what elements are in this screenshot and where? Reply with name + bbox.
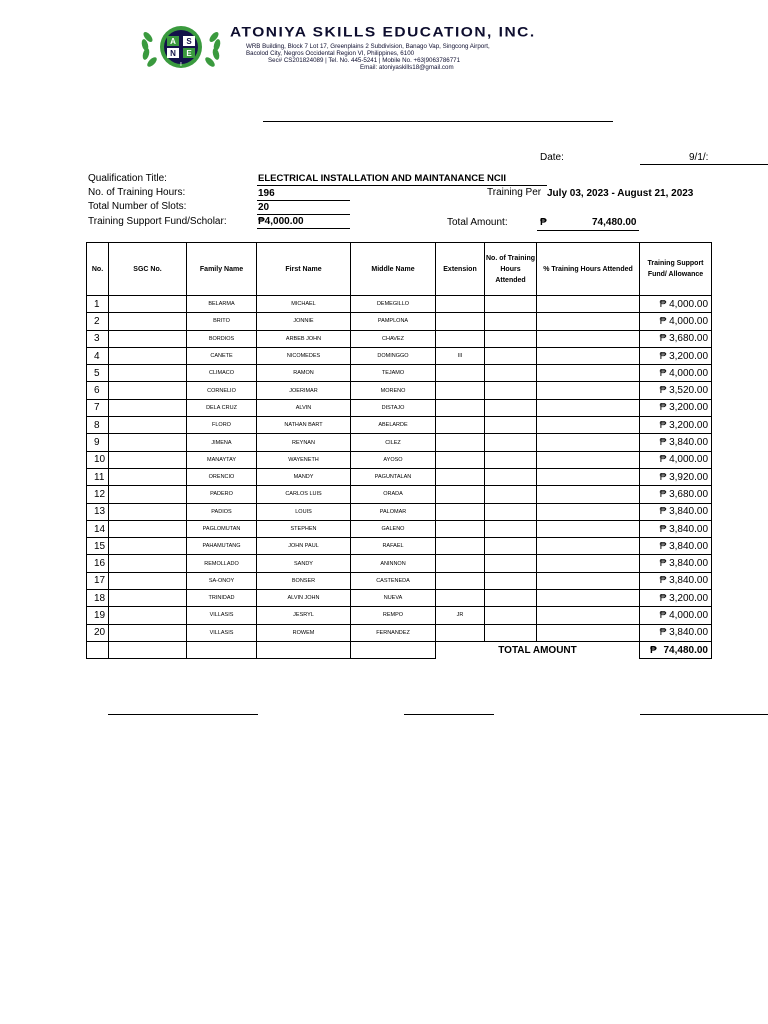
extension: [436, 365, 485, 382]
first-name: JONNIE: [257, 313, 351, 330]
family-name: BRITO: [187, 313, 257, 330]
first-name: RAMON: [257, 365, 351, 382]
table-row: [87, 520, 712, 537]
scholar-table: [86, 242, 712, 659]
training-hours-label: No. of Training Hours:: [88, 187, 186, 198]
hours-attended: [485, 607, 537, 624]
family-name: PADERO: [187, 486, 257, 503]
allowance-amount: ₱ 3,200.00: [640, 590, 712, 607]
sgc-number: [109, 590, 187, 607]
row-number: 20: [87, 624, 109, 641]
row-number: 13: [87, 503, 109, 520]
extension: [436, 555, 485, 572]
allowance-amount: ₱ 3,840.00: [640, 503, 712, 520]
percent-attended: [537, 468, 640, 485]
first-name: STEPHEN: [257, 520, 351, 537]
row-number: 8: [87, 417, 109, 434]
middle-name: DEMEGILLO: [351, 296, 436, 313]
table-row: [87, 347, 712, 364]
hours-attended: [485, 572, 537, 589]
signature-line-right: [640, 714, 768, 715]
family-name: CORNELIO: [187, 382, 257, 399]
header-middle-name: Middle Name: [351, 243, 436, 296]
date-value: 9/1/:: [689, 152, 709, 163]
hours-attended: [485, 555, 537, 572]
training-hours-value: 196: [258, 188, 275, 199]
row-number: 15: [87, 538, 109, 555]
sgc-number: [109, 365, 187, 382]
total-cell-empty: [87, 641, 109, 658]
total-amount-label: Total Amount:: [447, 217, 508, 228]
sgc-number: [109, 382, 187, 399]
hours-attended: [485, 590, 537, 607]
hours-attended: [485, 468, 537, 485]
row-number: 16: [87, 555, 109, 572]
table-row: [87, 451, 712, 468]
extension: [436, 330, 485, 347]
header-no: No.: [87, 243, 109, 296]
family-name: PAHAMUTANG: [187, 538, 257, 555]
table-row: [87, 503, 712, 520]
table-row: [87, 365, 712, 382]
allowance-amount: ₱ 3,920.00: [640, 468, 712, 485]
row-number: 5: [87, 365, 109, 382]
allowance-amount: ₱ 3,840.00: [640, 555, 712, 572]
allowance-amount: ₱ 3,840.00: [640, 624, 712, 641]
total-cell-empty: [187, 641, 257, 658]
first-name: CARLOS LUIS: [257, 486, 351, 503]
first-name: BONSER: [257, 572, 351, 589]
extension: JR: [436, 607, 485, 624]
row-number: 19: [87, 607, 109, 624]
hours-attended: [485, 330, 537, 347]
signature-line-left: [108, 714, 258, 715]
sgc-number: [109, 503, 187, 520]
hours-attended: [485, 347, 537, 364]
hours-underline: [257, 200, 350, 201]
hours-attended: [485, 365, 537, 382]
row-number: 18: [87, 590, 109, 607]
first-name: REYNAN: [257, 434, 351, 451]
percent-attended: [537, 296, 640, 313]
percent-attended: [537, 417, 640, 434]
hours-attended: [485, 451, 537, 468]
table-row: [87, 399, 712, 416]
allowance-amount: ₱ 3,840.00: [640, 538, 712, 555]
hours-attended: [485, 538, 537, 555]
table-row: [87, 486, 712, 503]
total-amount-underline: [537, 230, 639, 231]
total-amount-currency: ₱: [540, 217, 547, 228]
percent-attended: [537, 607, 640, 624]
extension: III: [436, 347, 485, 364]
middle-name: CHAVEZ: [351, 330, 436, 347]
extension: [436, 296, 485, 313]
table-row: [87, 382, 712, 399]
family-name: CANETE: [187, 347, 257, 364]
extension: [436, 382, 485, 399]
table-row: [87, 624, 712, 641]
family-name: TRINIDAD: [187, 590, 257, 607]
first-name: WAYENETH: [257, 451, 351, 468]
extension: [436, 434, 485, 451]
middle-name: PAMPLONA: [351, 313, 436, 330]
allowance-amount: ₱ 3,840.00: [640, 520, 712, 537]
total-cell-empty: [351, 641, 436, 658]
middle-name: NUEVA: [351, 590, 436, 607]
first-name: MANDY: [257, 468, 351, 485]
allowance-amount: ₱ 3,840.00: [640, 572, 712, 589]
percent-attended: [537, 330, 640, 347]
allowance-amount: ₱ 4,000.00: [640, 313, 712, 330]
allowance-amount: ₱ 3,200.00: [640, 417, 712, 434]
row-number: 9: [87, 434, 109, 451]
extension: [436, 417, 485, 434]
hours-attended: [485, 296, 537, 313]
total-amount-row-label: TOTAL AMOUNT: [498, 644, 577, 656]
first-name: LOUIS: [257, 503, 351, 520]
middle-name: PALOMAR: [351, 503, 436, 520]
row-number: 17: [87, 572, 109, 589]
percent-attended: [537, 365, 640, 382]
family-name: VILLASIS: [187, 624, 257, 641]
extension: [436, 590, 485, 607]
middle-name: REMPO: [351, 607, 436, 624]
first-name: ARBEB JOHN: [257, 330, 351, 347]
table-row: [87, 572, 712, 589]
middle-name: DOMINGGO: [351, 347, 436, 364]
percent-attended: [537, 382, 640, 399]
percent-attended: [537, 347, 640, 364]
extension: [436, 572, 485, 589]
total-amount-value: 74,480.00: [592, 217, 637, 228]
allowance-amount: ₱ 3,680.00: [640, 330, 712, 347]
training-period-value: July 03, 2023 - August 21, 2023: [547, 188, 694, 199]
middle-name: AYOSO: [351, 451, 436, 468]
qualification-label: Qualification Title:: [88, 173, 167, 184]
extension: [436, 313, 485, 330]
family-name: CLIMACO: [187, 365, 257, 382]
sgc-number: [109, 555, 187, 572]
address-line-1: WRB Building, Block 7 Lot 17, Greenplains 2 Subdivision, Banago Vap, Singcong Airport,: [246, 43, 490, 50]
sgc-number: [109, 313, 187, 330]
date-underline: [640, 164, 768, 165]
extension: [436, 451, 485, 468]
middle-name: ORADA: [351, 486, 436, 503]
table-row: [87, 555, 712, 572]
first-name: JOHN PAUL: [257, 538, 351, 555]
address-line-3: Sec# CS201824089 | Tel. No. 445-5241 | Mobile No. +63|9063786771: [268, 57, 461, 64]
hours-attended: [485, 486, 537, 503]
family-name: REMOLLADO: [187, 555, 257, 572]
first-name: ROWEM: [257, 624, 351, 641]
logo-letter-e: E: [186, 49, 192, 58]
qualification-underline: [257, 185, 547, 186]
row-number: 2: [87, 313, 109, 330]
percent-attended: [537, 313, 640, 330]
table-row: [87, 296, 712, 313]
row-number: 12: [87, 486, 109, 503]
row-number: 4: [87, 347, 109, 364]
sgc-number: [109, 330, 187, 347]
sgc-number: [109, 434, 187, 451]
total-amount-row-value: [640, 641, 712, 658]
family-name: BELARMA: [187, 296, 257, 313]
slots-underline: [257, 214, 350, 215]
allowance-amount: ₱ 3,520.00: [640, 382, 712, 399]
date-label: Date:: [540, 152, 564, 163]
sgc-number: [109, 520, 187, 537]
middle-name: DISTAJO: [351, 399, 436, 416]
family-name: PAGLOMUTAN: [187, 520, 257, 537]
hours-attended: [485, 624, 537, 641]
family-name: FLORO: [187, 417, 257, 434]
percent-attended: [537, 590, 640, 607]
family-name: JIMENA: [187, 434, 257, 451]
family-name: BORDIOS: [187, 330, 257, 347]
middle-name: RAFAEL: [351, 538, 436, 555]
slots-value: 20: [258, 202, 270, 213]
email-line: Email: atoniyaskills18@gmail.com: [360, 64, 454, 71]
first-name: ALVIN JOHN: [257, 590, 351, 607]
family-name: SA-ONOY: [187, 572, 257, 589]
family-name: MANAYTAY: [187, 451, 257, 468]
hours-attended: [485, 382, 537, 399]
table-row: [87, 417, 712, 434]
title-underline: [263, 121, 613, 122]
table-row: [87, 468, 712, 485]
sgc-number: [109, 468, 187, 485]
table-header-row: [87, 243, 712, 296]
middle-name: TEJAMO: [351, 365, 436, 382]
sgc-number: [109, 607, 187, 624]
table-row: [87, 590, 712, 607]
header-allowance: Training Support Fund/ Allowance: [640, 243, 712, 296]
family-name: PADIOS: [187, 503, 257, 520]
sgc-number: [109, 399, 187, 416]
row-number: 10: [87, 451, 109, 468]
header-first-name: First Name: [257, 243, 351, 296]
sgc-number: [109, 624, 187, 641]
percent-attended: [537, 451, 640, 468]
percent-attended: [537, 434, 640, 451]
middle-name: FERNANDEZ: [351, 624, 436, 641]
header-hours-attended: No. of Training Hours Attended: [485, 243, 537, 296]
first-name: NATHAN BART: [257, 417, 351, 434]
logo-letter-a: A: [170, 37, 176, 46]
middle-name: CASTENEDA: [351, 572, 436, 589]
sgc-number: [109, 417, 187, 434]
training-period-label: Training Per: [487, 187, 542, 198]
total-currency: ₱: [650, 644, 657, 656]
first-name: JESRYL: [257, 607, 351, 624]
qualification-value: ELECTRICAL INSTALLATION AND MAINTANANCE NCII: [258, 173, 507, 184]
first-name: NICOMEDES: [257, 347, 351, 364]
table-row: [87, 538, 712, 555]
allowance-amount: ₱ 3,840.00: [640, 434, 712, 451]
hours-attended: [485, 503, 537, 520]
hours-attended: [485, 313, 537, 330]
extension: [436, 468, 485, 485]
hours-attended: [485, 434, 537, 451]
allowance-amount: ₱ 4,000.00: [640, 607, 712, 624]
extension: [436, 399, 485, 416]
hours-attended: [485, 417, 537, 434]
allowance-amount: ₱ 4,000.00: [640, 296, 712, 313]
percent-attended: [537, 538, 640, 555]
total-cell-empty: [109, 641, 187, 658]
allowance-amount: ₱ 4,000.00: [640, 365, 712, 382]
fund-underline: [257, 228, 350, 229]
sgc-number: [109, 347, 187, 364]
sgc-number: [109, 572, 187, 589]
first-name: ALVIN: [257, 399, 351, 416]
allowance-amount: ₱ 3,200.00: [640, 347, 712, 364]
middle-name: GALENO: [351, 520, 436, 537]
allowance-amount: ₱ 4,000.00: [640, 451, 712, 468]
extension: [436, 538, 485, 555]
slots-label: Total Number of Slots:: [88, 201, 187, 212]
table-row: [87, 607, 712, 624]
allowance-amount: ₱ 3,680.00: [640, 486, 712, 503]
hours-attended: [485, 399, 537, 416]
middle-name: PAGUNTALAN: [351, 468, 436, 485]
row-number: 3: [87, 330, 109, 347]
total-value: 74,480.00: [663, 644, 708, 656]
row-number: 14: [87, 520, 109, 537]
table-row: [87, 434, 712, 451]
header-sgc: SGC No.: [109, 243, 187, 296]
logo-letter-n: N: [170, 49, 176, 58]
middle-name: MORENO: [351, 382, 436, 399]
family-name: ORENCIO: [187, 468, 257, 485]
organization-name: ATONIYA SKILLS EDUCATION, INC.: [230, 24, 536, 41]
sgc-number: [109, 451, 187, 468]
first-name: MICHAEL: [257, 296, 351, 313]
allowance-amount: ₱ 3,200.00: [640, 399, 712, 416]
extension: [436, 486, 485, 503]
logo-letter-s: S: [186, 37, 192, 46]
logo-letter-i: I: [180, 62, 182, 68]
extension: [436, 624, 485, 641]
percent-attended: [537, 503, 640, 520]
total-cell-empty: [257, 641, 351, 658]
middle-name: CILEZ: [351, 434, 436, 451]
sgc-number: [109, 296, 187, 313]
row-number: 1: [87, 296, 109, 313]
middle-name: ABELARDE: [351, 417, 436, 434]
fund-value: ₱4,000.00: [258, 216, 304, 227]
percent-attended: [537, 555, 640, 572]
header-family-name: Family Name: [187, 243, 257, 296]
company-logo: [140, 25, 222, 69]
middle-name: ANINNON: [351, 555, 436, 572]
header-percent-attended: % Training Hours Attended: [537, 243, 640, 296]
table-row: [87, 313, 712, 330]
percent-attended: [537, 624, 640, 641]
row-number: 11: [87, 468, 109, 485]
extension: [436, 503, 485, 520]
percent-attended: [537, 520, 640, 537]
signature-line-center: [404, 714, 494, 715]
table-row: [87, 330, 712, 347]
address-line-2: Bacolod City, Negros Occidental Region VI, Philippines, 6100: [246, 50, 415, 57]
family-name: VILLASIS: [187, 607, 257, 624]
row-number: 6: [87, 382, 109, 399]
row-number: 7: [87, 399, 109, 416]
fund-label: Training Support Fund/Scholar:: [88, 216, 227, 227]
percent-attended: [537, 572, 640, 589]
percent-attended: [537, 486, 640, 503]
percent-attended: [537, 399, 640, 416]
sgc-number: [109, 486, 187, 503]
sgc-number: [109, 538, 187, 555]
hours-attended: [485, 520, 537, 537]
header-extension: Extension: [436, 243, 485, 296]
extension: [436, 520, 485, 537]
first-name: JOERIMAR: [257, 382, 351, 399]
total-row: [87, 641, 712, 658]
first-name: SANDY: [257, 555, 351, 572]
family-name: DELA CRUZ: [187, 399, 257, 416]
